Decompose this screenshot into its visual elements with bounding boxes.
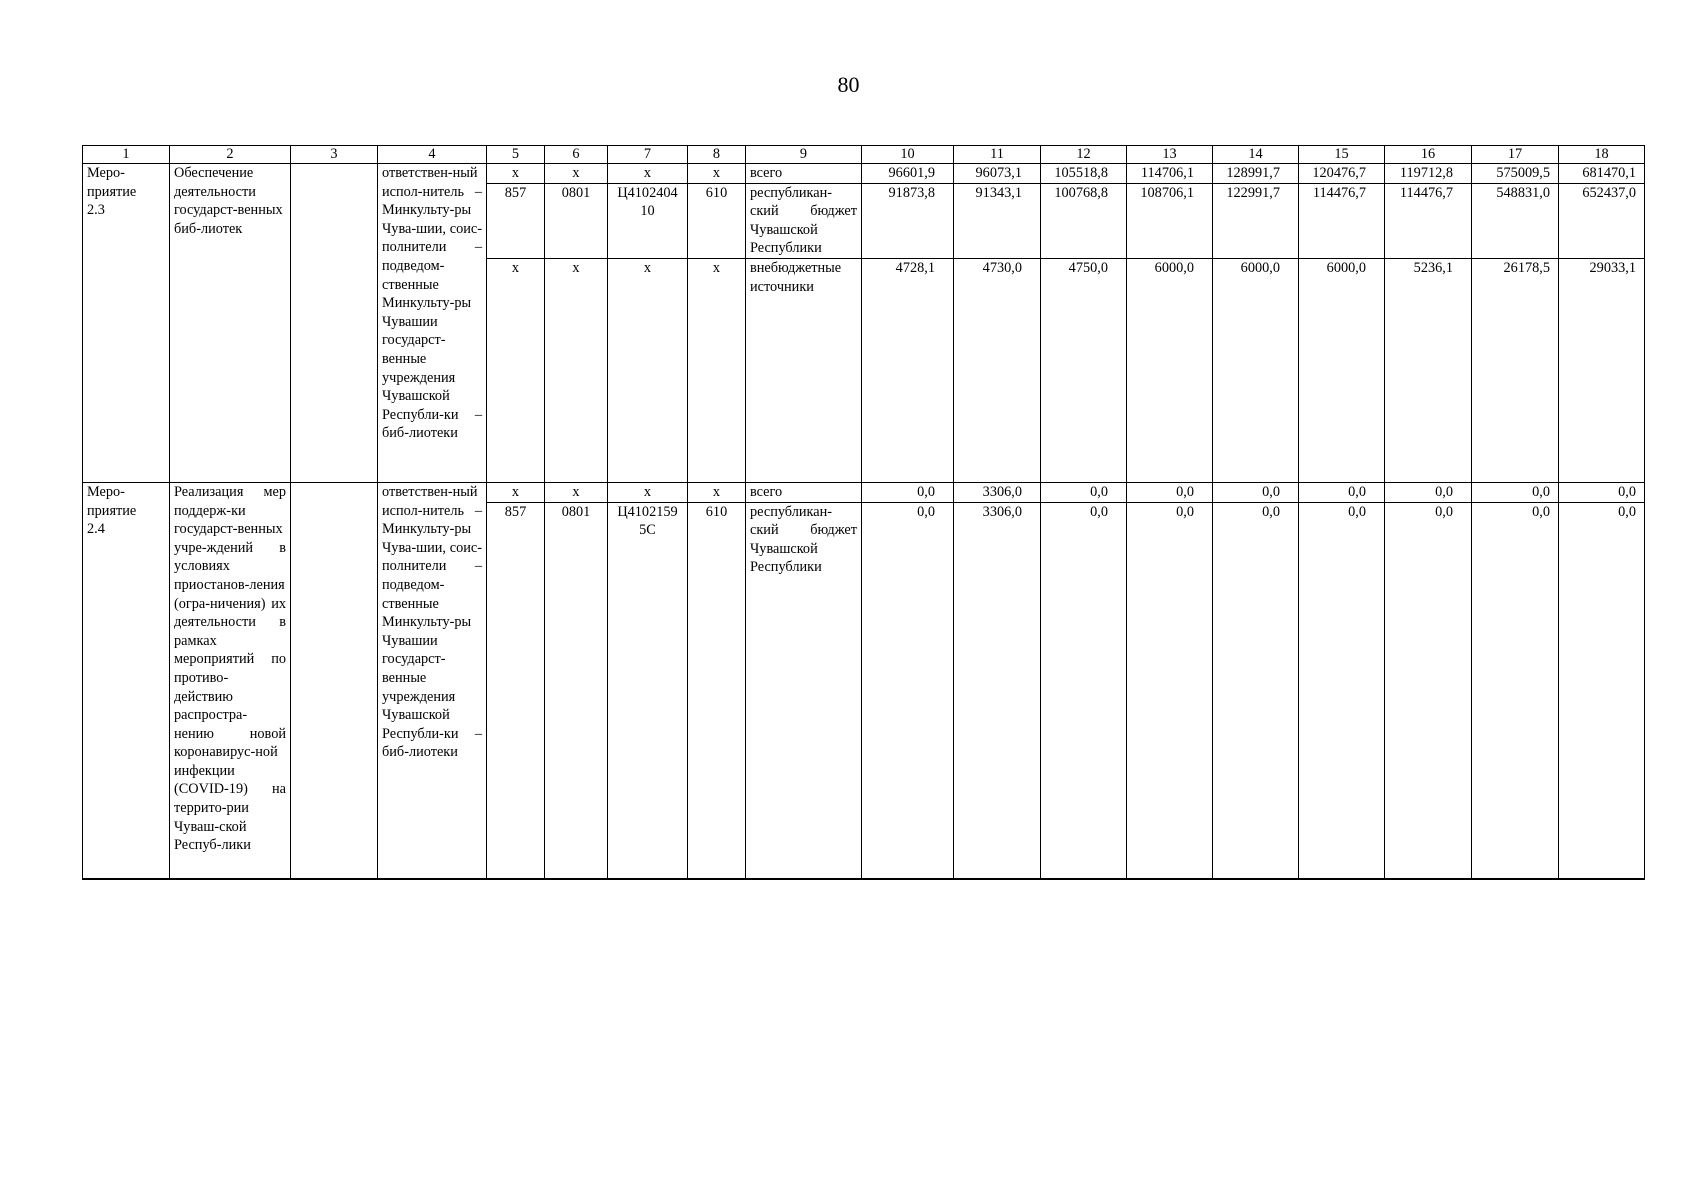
- amount-cell: 3306,0: [954, 482, 1041, 502]
- amount-cell: 4750,0: [1041, 258, 1127, 482]
- responsible-cell: ответствен-ный испол-нитель – Минкульту-ры Чува-шии, соис-полнители – подведом-ственные Минкульту-ры Чувашии государст-венные учреждения Чувашской Республи-ки – биб-лиотеки: [378, 164, 487, 483]
- amount-cell: 128991,7: [1213, 164, 1299, 184]
- amount-cell: 114476,7: [1385, 183, 1472, 258]
- column-number-cell: 13: [1127, 146, 1213, 164]
- amount-cell: 0,0: [1472, 502, 1559, 879]
- amount-cell: 91343,1: [954, 183, 1041, 258]
- column-number-cell: 2: [170, 146, 291, 164]
- amount-cell: 114706,1: [1127, 164, 1213, 184]
- column-number-row: [83, 146, 1645, 164]
- ministry-code-cell: х: [487, 258, 545, 482]
- amount-cell: 6000,0: [1299, 258, 1385, 482]
- amount-cell: 91873,8: [862, 183, 954, 258]
- responsible-cell: ответствен-ный испол-нитель – Минкульту-ры Чува-шии, соис-полнители – подведом-ственные Минкульту-ры Чувашии государст-венные учреждения Чувашской Республи-ки – биб-лиотеки: [378, 482, 487, 879]
- amount-cell: 0,0: [1472, 482, 1559, 502]
- column-number-cell: 14: [1213, 146, 1299, 164]
- amount-cell: 0,0: [1213, 482, 1299, 502]
- amount-cell: 0,0: [1041, 502, 1127, 879]
- amount-cell: 575009,5: [1472, 164, 1559, 184]
- ministry-code-cell: х: [487, 482, 545, 502]
- measure-id-cell: Меро- приятие 2.3: [83, 164, 170, 483]
- amount-cell: 0,0: [1213, 502, 1299, 879]
- amount-cell: 105518,8: [1041, 164, 1127, 184]
- amount-cell: 0,0: [1559, 502, 1645, 879]
- measure-id-cell: Меро- приятие 2.4: [83, 482, 170, 879]
- amount-cell: 114476,7: [1299, 183, 1385, 258]
- amount-cell: 0,0: [1299, 482, 1385, 502]
- column-number-cell: 17: [1472, 146, 1559, 164]
- amount-cell: 0,0: [1127, 502, 1213, 879]
- target-article-cell: Ц4102404 10: [608, 183, 688, 258]
- amount-cell: 652437,0: [1559, 183, 1645, 258]
- amount-cell: 120476,7: [1299, 164, 1385, 184]
- amount-cell: 0,0: [862, 502, 954, 879]
- amount-cell: 4728,1: [862, 258, 954, 482]
- page-number: 80: [837, 72, 860, 97]
- ministry-code-cell: х: [487, 164, 545, 184]
- expense-type-cell: х: [688, 482, 746, 502]
- amount-cell: 4730,0: [954, 258, 1041, 482]
- column-number-cell: 4: [378, 146, 487, 164]
- ministry-code-cell: 857: [487, 502, 545, 879]
- amount-cell: 122991,7: [1213, 183, 1299, 258]
- amount-cell: 6000,0: [1213, 258, 1299, 482]
- amount-cell: 0,0: [1559, 482, 1645, 502]
- amount-cell: 96073,1: [954, 164, 1041, 184]
- column-number-cell: 11: [954, 146, 1041, 164]
- column-number-cell: 8: [688, 146, 746, 164]
- expense-type-cell: 610: [688, 502, 746, 879]
- funding-source-cell: всего: [746, 164, 862, 184]
- amount-cell: 29033,1: [1559, 258, 1645, 482]
- column-number-cell: 9: [746, 146, 862, 164]
- amount-cell: 5236,1: [1385, 258, 1472, 482]
- target-article-cell: х: [608, 482, 688, 502]
- table-row: [83, 482, 1645, 502]
- funding-source-cell: всего: [746, 482, 862, 502]
- column-3-cell: [291, 482, 378, 879]
- funding-source-cell: республикан-ский бюджет Чувашской Республики: [746, 502, 862, 879]
- column-number-cell: 3: [291, 146, 378, 164]
- amount-cell: 681470,1: [1559, 164, 1645, 184]
- amount-cell: 0,0: [1299, 502, 1385, 879]
- column-number-cell: 7: [608, 146, 688, 164]
- amount-cell: 108706,1: [1127, 183, 1213, 258]
- expense-type-cell: х: [688, 164, 746, 184]
- section-code-cell: 0801: [545, 183, 608, 258]
- target-article-cell: х: [608, 258, 688, 482]
- expense-type-cell: 610: [688, 183, 746, 258]
- ministry-code-cell: 857: [487, 183, 545, 258]
- funding-source-cell: республикан-ский бюджет Чувашской Республики: [746, 183, 862, 258]
- amount-cell: 548831,0: [1472, 183, 1559, 258]
- column-number-cell: 1: [83, 146, 170, 164]
- section-code-cell: х: [545, 482, 608, 502]
- column-number-cell: 18: [1559, 146, 1645, 164]
- amount-cell: 26178,5: [1472, 258, 1559, 482]
- budget-table: [82, 145, 1645, 880]
- column-3-cell: [291, 164, 378, 483]
- measure-name-cell: Обеспечение деятельности государст-венных биб-лиотек: [170, 164, 291, 483]
- target-article-cell: Ц4102159 5С: [608, 502, 688, 879]
- table-row: [83, 164, 1645, 184]
- column-number-cell: 5: [487, 146, 545, 164]
- column-number-cell: 12: [1041, 146, 1127, 164]
- amount-cell: 0,0: [1127, 482, 1213, 502]
- amount-cell: 96601,9: [862, 164, 954, 184]
- column-number-cell: 16: [1385, 146, 1472, 164]
- amount-cell: 3306,0: [954, 502, 1041, 879]
- funding-source-cell: внебюджетные источники: [746, 258, 862, 482]
- section-code-cell: х: [545, 164, 608, 184]
- section-code-cell: 0801: [545, 502, 608, 879]
- measure-name-cell: Реализация мер поддерж-ки государст-венных учре-ждений в условиях приостанов-ления (огра-ничения) их деятельности в рамках мероприятий по противо-действию распростра-нению новой коронавирус-ной инфекции (COVID-19) на террито-рии Чуваш-ской Респуб-лики: [170, 482, 291, 879]
- amount-cell: 119712,8: [1385, 164, 1472, 184]
- amount-cell: 6000,0: [1127, 258, 1213, 482]
- amount-cell: 100768,8: [1041, 183, 1127, 258]
- column-number-cell: 6: [545, 146, 608, 164]
- target-article-cell: х: [608, 164, 688, 184]
- column-number-cell: 15: [1299, 146, 1385, 164]
- amount-cell: 0,0: [1385, 502, 1472, 879]
- column-number-cell: 10: [862, 146, 954, 164]
- section-code-cell: х: [545, 258, 608, 482]
- amount-cell: 0,0: [862, 482, 954, 502]
- amount-cell: 0,0: [1041, 482, 1127, 502]
- amount-cell: 0,0: [1385, 482, 1472, 502]
- expense-type-cell: х: [688, 258, 746, 482]
